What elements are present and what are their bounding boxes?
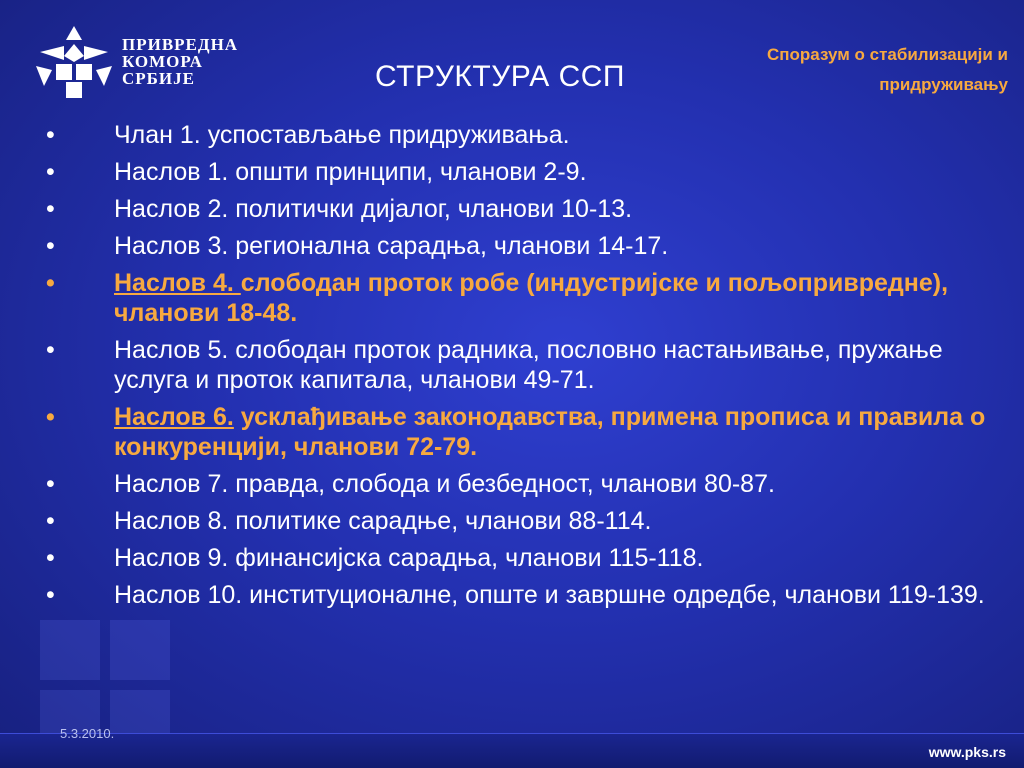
bullet-dot: • bbox=[46, 581, 55, 609]
bullet-dot: • bbox=[46, 158, 55, 186]
bullet-text: институционалне, опште и завршне одредбе, чланови 119-139. bbox=[249, 581, 985, 609]
bullet-lead: Наслов 3. bbox=[114, 232, 236, 260]
bullet-lead: Наслов 10. bbox=[114, 581, 250, 609]
bullet-text: правда, слобода и безбедност, чланови 80-87. bbox=[235, 470, 775, 498]
bullet-item bbox=[46, 120, 986, 150]
bullet-dot: • bbox=[46, 336, 55, 364]
bullet-lead: Наслов 1. bbox=[114, 158, 236, 186]
decorative-emblem-watermark bbox=[0, 600, 240, 740]
logo-line: СРБИЈЕ bbox=[122, 69, 195, 88]
bullet-item bbox=[46, 194, 986, 224]
bullet-text: финансијска сарадња, чланови 115-118. bbox=[235, 544, 704, 572]
bullet-item bbox=[46, 231, 986, 261]
bullet-dot: • bbox=[46, 195, 55, 223]
bullet-lead: Наслов 4. bbox=[114, 269, 241, 297]
bullet-text: политички дијалог, чланови 10-13. bbox=[235, 195, 633, 223]
bullet-lead: Члан 1. bbox=[114, 121, 208, 149]
bullet-lead: Наслов 8. bbox=[114, 507, 236, 535]
bullet-lead: Наслов 5. bbox=[114, 336, 236, 364]
header-subtitle-line1: Споразум о стабилизацији и bbox=[766, 45, 1008, 64]
bullet-dot: • bbox=[46, 470, 55, 498]
bullet-text: слободан проток радника, пословно настањивање, пружање услуга и проток капитала, чланови 49-71. bbox=[114, 336, 943, 394]
bullet-dot: • bbox=[46, 121, 55, 149]
bullet-dot: • bbox=[46, 544, 55, 572]
logo-line: ПРИВРЕДНА bbox=[122, 35, 239, 54]
bullet-item bbox=[46, 580, 986, 610]
bullet-list bbox=[46, 120, 986, 617]
bullet-text: усклађивање законодавства, примена прописа и правила о конкуренцији, чланови 72-79. bbox=[114, 403, 986, 461]
bullet-text: општи принципи, чланови 2-9. bbox=[235, 158, 587, 186]
website-url: www.pks.rs bbox=[928, 744, 1006, 760]
bullet-dot: • bbox=[46, 269, 55, 297]
bullet-text: слободан проток робе (индустријске и пољопривредне), чланови 18-48. bbox=[114, 269, 949, 327]
bullet-item-highlighted bbox=[46, 402, 986, 462]
bullet-lead: Наслов 7. bbox=[114, 470, 236, 498]
bullet-item bbox=[46, 543, 986, 573]
logo-line: КОМОРА bbox=[122, 52, 203, 71]
bullet-item bbox=[46, 157, 986, 187]
bullet-text: успостављање придруживања. bbox=[207, 121, 570, 149]
slide-title: СТРУКТУРА ССП bbox=[374, 60, 625, 93]
bullet-lead: Наслов 2. bbox=[114, 195, 236, 223]
bullet-text: политике сарадње, чланови 88-114. bbox=[235, 507, 652, 535]
bullet-item bbox=[46, 335, 986, 395]
bullet-lead: Наслов 6. bbox=[114, 403, 234, 431]
logo-wordmark bbox=[122, 36, 238, 87]
bullet-item bbox=[46, 506, 986, 536]
bullet-item bbox=[46, 469, 986, 499]
pks-emblem-icon bbox=[36, 26, 112, 100]
bullet-item-highlighted bbox=[46, 268, 986, 328]
slide-date: 5.3.2010. bbox=[60, 726, 115, 741]
bullet-dot: • bbox=[46, 507, 55, 535]
header-subtitle-line2: придруживању bbox=[879, 75, 1008, 94]
header-subtitle bbox=[708, 40, 1008, 100]
bullet-dot: • bbox=[46, 403, 55, 431]
bullet-text: регионална сарадња, чланови 14-17. bbox=[235, 232, 669, 260]
bullet-lead: Наслов 9. bbox=[114, 544, 236, 572]
bullet-dot: • bbox=[46, 232, 55, 260]
footer-band bbox=[0, 733, 1024, 768]
